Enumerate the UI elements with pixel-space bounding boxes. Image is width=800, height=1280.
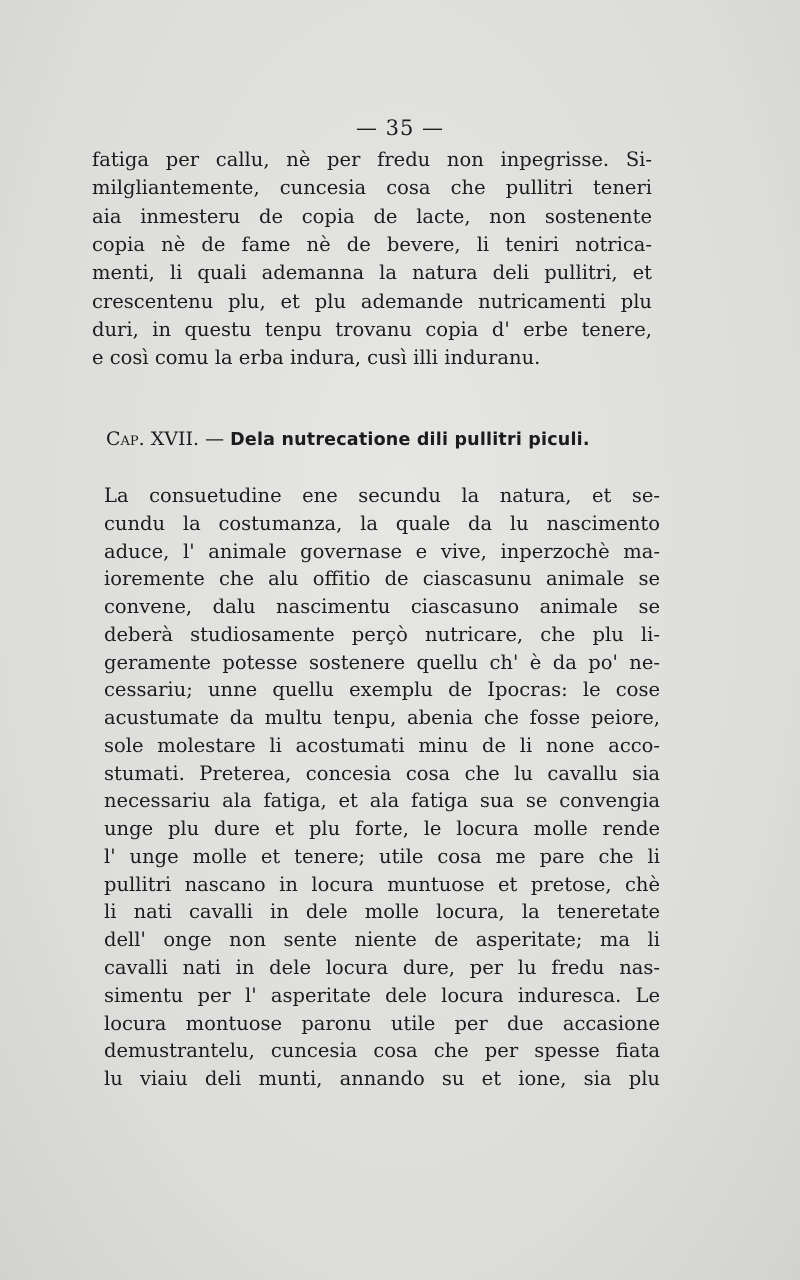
text-line: acustumate da multu tenpu, abenia che fosse peiore, <box>104 706 660 730</box>
text-line: e così comu la erba indura, cusì illi induranu. <box>92 346 541 370</box>
text-line: dell' onge non sente niente de asperitate; ma li <box>104 928 660 952</box>
text-line: demustrantelu, cuncesia cosa che per spesse fiata <box>104 1039 660 1063</box>
text-line: geramente potesse sostenere quellu ch' è da po' ne- <box>104 650 660 674</box>
text-line: cessariu; unne quellu exemplu de Ipocras: le cose <box>104 678 660 702</box>
text-line: simentu per l' asperitate dele locura induresca. Le <box>104 983 660 1007</box>
text-line: ioremente che alu offitio de ciascasunu animale se <box>104 567 660 591</box>
text-line: sole molestare li acostumati minu de li none acco- <box>104 733 660 757</box>
text-line: crescentenu plu, et plu ademande nutricamenti plu <box>92 289 652 313</box>
chapter-label: Cap. XVII. <box>106 428 200 450</box>
text-line: La consuetudine ene secundu la natura, et se- <box>104 484 660 507</box>
text-line: fatiga per callu, nè per fredu non inpegrisse. Si- <box>92 148 652 171</box>
chapter-title: Dela nutrecatione dili pullitri piculi. <box>230 430 590 450</box>
paragraph-continuation <box>92 146 652 373</box>
text-line: menti, li quali ademanna la natura deli pullitri, et <box>92 261 652 285</box>
text-line: aduce, l' animale governase e vive, inperzochè ma- <box>104 539 660 563</box>
text-line: duri, in questu tenpu trovanu copia d' erbe tenere, <box>92 318 652 342</box>
text-line: pullitri nascano in locura muntuose et pretose, chè <box>104 872 660 896</box>
text-line: copia nè de fame nè de bevere, li teniri notrica- <box>92 233 652 257</box>
text-line: cavalli nati in dele locura dure, per lu fredu nas- <box>104 956 660 980</box>
text-line: stumati. Preterea, concesia cosa che lu cavallu sia <box>104 761 660 785</box>
text-line: necessariu ala fatiga, et ala fatiga sua se convengia <box>104 789 660 813</box>
text-line: l' unge molle et tenere; utile cosa me pare che li <box>104 844 660 868</box>
text-line: locura montuose paronu utile per due accasione <box>104 1011 660 1035</box>
text-line: lu viaiu deli munti, annando su et ione, sia plu <box>104 1067 660 1091</box>
page-number: — 35 — <box>355 116 445 140</box>
text-line: deberà studiosamente perçò nutricare, che plu li- <box>104 622 660 646</box>
text-line: unge plu dure et plu forte, le locura molle rende <box>104 817 660 841</box>
chapter-body <box>104 482 660 1093</box>
text-line: milgliantemente, cuncesia cosa che pullitri teneri <box>92 176 652 200</box>
chapter-heading <box>106 428 590 450</box>
chapter-separator: — <box>199 428 231 450</box>
text-line: convene, dalu nascimentu ciascasuno animale se <box>104 595 660 619</box>
text-line: li nati cavalli in dele molle locura, la teneretate <box>104 900 660 924</box>
text-line: cundu la costumanza, la quale da lu nascimento <box>104 511 660 535</box>
text-line: aia inmesteru de copia de lacte, non sostenente <box>92 204 652 228</box>
